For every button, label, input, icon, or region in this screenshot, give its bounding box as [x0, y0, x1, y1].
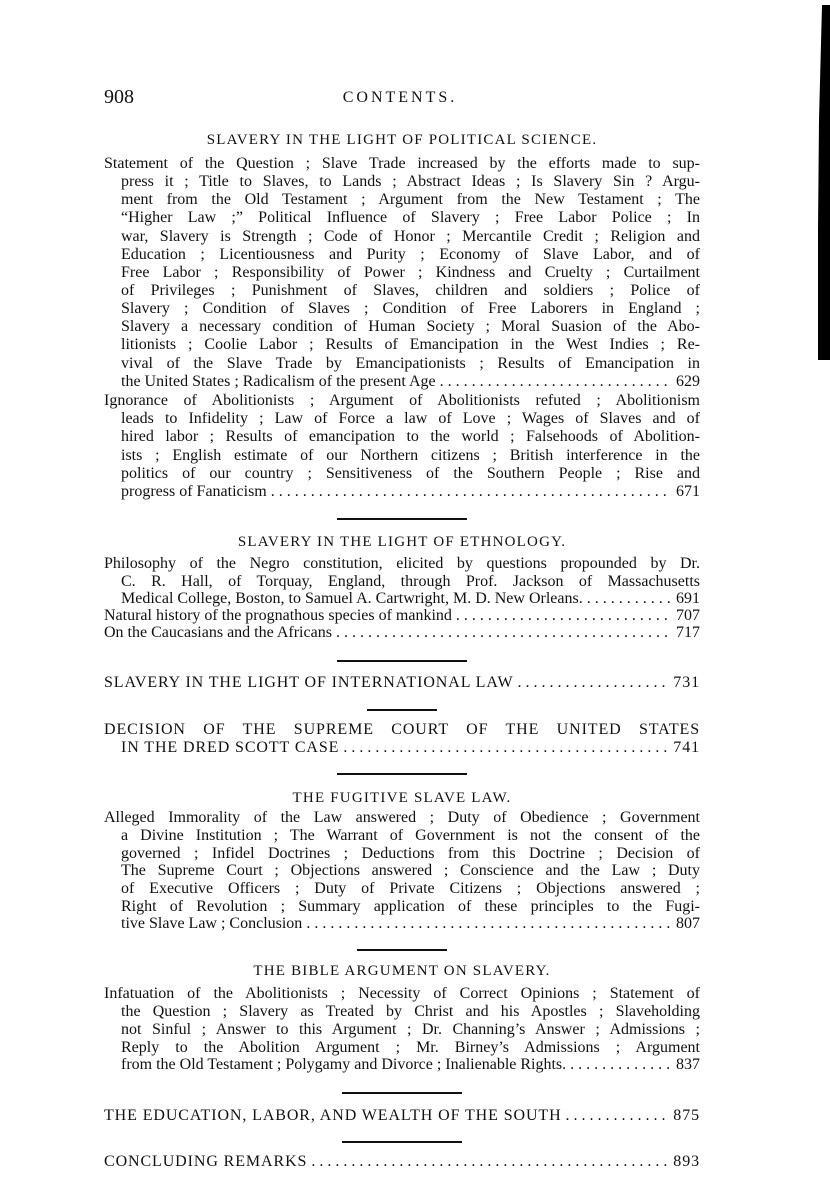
- page-reference[interactable]: 707: [676, 607, 700, 625]
- running-title: CONTENTS.: [342, 89, 458, 106]
- dot-leader: [306, 915, 672, 933]
- section-title: SLAVERY IN THE LIGHT OF POLITICAL SCIENCE.: [206, 132, 598, 148]
- toc-entry-line: Statement of the Question ; Slave Trade increased by the efforts made to sup-: [104, 154, 700, 172]
- toc-entry-line: ists ; English estimate of our Northern citizens ; British interference in the: [121, 446, 700, 464]
- entry-text: Medical College, Boston, to Samuel A. Cartwright, M. D. New Orleans.: [121, 589, 583, 607]
- toc-entry-line: litionists ; Coolie Labor ; Results of Emancipation in the West Indies ; Re-: [121, 336, 700, 354]
- dot-leader: [456, 607, 672, 624]
- entry-text: SLAVERY IN THE LIGHT OF INTERNATIONAL LAW: [104, 674, 514, 691]
- toc-entry-line: press it ; Title to Slaves, to Lands ; Abstract Ideas ; Is Slavery Sin ? Argu-: [121, 173, 700, 191]
- toc-entry-last-line: [104, 624, 700, 641]
- dot-leader: [566, 1107, 670, 1125]
- entry-text: tive Slave Law ; Conclusion: [121, 915, 303, 933]
- page-reference[interactable]: 671: [676, 482, 700, 500]
- entry-text: progress of Fanaticism: [121, 482, 267, 500]
- section-divider: [342, 1092, 462, 1094]
- toc-entry-last-line: [121, 373, 700, 391]
- dot-leader: [343, 739, 669, 757]
- section-divider: [337, 660, 467, 662]
- toc-entry-line: of Privileges ; Punishment of Slaves, children and soldiers ; Police of: [121, 281, 700, 299]
- dot-leader: [440, 373, 672, 391]
- toc-entry-last-line: [104, 607, 700, 624]
- toc-entry-last-line: [104, 1153, 700, 1171]
- dot-leader: [570, 1056, 672, 1074]
- entry-text: IN THE DRED SCOTT CASE: [121, 739, 340, 756]
- toc-entry-line: war, Slavery is Strength ; Code of Honor ; Mercantile Credit ; Religion and: [121, 227, 700, 245]
- toc-entry-line: C. R. Hall, of Torquay, England, through Prof. Jackson of Massachusetts: [121, 572, 700, 590]
- toc-entry-line: vival of the Slave Trade by Emancipationists ; Results of Emancipation in: [121, 354, 700, 372]
- page-number: 908: [104, 86, 134, 108]
- toc-entry-last-line: [121, 483, 700, 501]
- toc-entry-line: ment from the Old Testament ; Argument from the New Testament ; The: [121, 191, 700, 209]
- entry-text: CONCLUDING REMARKS: [104, 1153, 308, 1170]
- dot-leader: [336, 624, 672, 641]
- section-divider: [342, 1141, 462, 1143]
- toc-entry-last-line: [121, 915, 700, 933]
- page-reference[interactable]: 837: [676, 1056, 700, 1074]
- dot-leader: [518, 674, 670, 692]
- entry-text: On the Caucasians and the Africans: [104, 624, 332, 642]
- section-divider: [337, 518, 467, 520]
- toc-entry-line: Reply to the Abolition Argument ; Mr. Birney’s Admissions ; Argument: [121, 1038, 700, 1056]
- page-reference[interactable]: 691: [676, 589, 700, 607]
- toc-entry-line: Philosophy of the Negro constitution, elicited by questions propounded by Dr.: [104, 555, 700, 573]
- toc-entry-line: “Higher Law ;” Political Influence of Slavery ; Free Labor Police ; In: [121, 209, 700, 227]
- toc-entry-line: Ignorance of Abolitionists ; Argument of Abolitionists refuted ; Abolitionism: [104, 391, 700, 409]
- page-reference[interactable]: 731: [673, 674, 700, 691]
- entry-text: THE EDUCATION, LABOR, AND WEALTH OF THE SOUTH: [104, 1107, 562, 1124]
- dot-leader: [271, 483, 672, 501]
- toc-entry-last-line: [121, 1056, 700, 1074]
- section-divider: [337, 773, 467, 775]
- toc-entry-line: Education ; Licentiousness and Purity ; Economy of Slave Labor, and of: [121, 245, 700, 263]
- toc-entry-line: politics of our country ; Sensitiveness of the Southern People ; Rise and: [121, 464, 700, 482]
- dot-leader: [587, 590, 672, 607]
- section-divider: [357, 949, 447, 951]
- section-title: THE BIBLE ARGUMENT ON SLAVERY.: [253, 963, 551, 979]
- toc-entry-last-line: [104, 1107, 700, 1125]
- page-reference[interactable]: 807: [676, 915, 700, 933]
- toc-entry-line: The Supreme Court ; Objections answered ; Conscience and the Law ; Duty: [121, 862, 700, 880]
- entry-text: the United States ; Radicalism of the present Age: [121, 372, 436, 390]
- toc-entry-line: leads to Infidelity ; Law of Force a law of Love ; Wages of Slaves and of: [121, 410, 700, 428]
- toc-entry-last-line: [121, 739, 700, 757]
- toc-entry-line: not Sinful ; Answer to this Argument ; Dr. Channing’s Answer ; Admissions ;: [121, 1020, 700, 1038]
- toc-entry-line: Free Labor ; Responsibility of Power ; Kindness and Cruelty ; Curtailment: [121, 263, 700, 281]
- toc-entry-line: Alleged Immorality of the Law answered ; Duty of Obedience ; Government: [104, 809, 700, 827]
- toc-entry-line: the Question ; Slavery as Treated by Christ and his Apostles ; Slaveholding: [121, 1002, 700, 1020]
- section-title: SLAVERY IN THE LIGHT OF ETHNOLOGY.: [237, 534, 567, 550]
- page-reference[interactable]: 717: [676, 624, 700, 642]
- toc-entry-line: governed ; Infidel Doctrines ; Deductions from this Doctrine ; Decision of: [121, 844, 700, 862]
- section-divider: [367, 709, 437, 711]
- toc-entry-line: a Divine Institution ; The Warrant of Government is not the consent of the: [121, 826, 700, 844]
- page-reference[interactable]: 893: [673, 1153, 700, 1170]
- toc-entry-line: Infatuation of the Abolitionists ; Necessity of Correct Opinions ; Statement of: [104, 985, 700, 1003]
- toc-entry-line: of Executive Officers ; Duty of Private Citizens ; Objections answered ;: [121, 879, 700, 897]
- toc-entry-last-line: [121, 590, 700, 607]
- page-reference[interactable]: 875: [673, 1107, 700, 1124]
- toc-entry-line: Slavery a necessary condition of Human Society ; Moral Suasion of the Abo-: [121, 318, 700, 336]
- page-reference[interactable]: 741: [673, 739, 700, 756]
- toc-entry-line: DECISION OF THE SUPREME COURT OF THE UNITED STATES: [104, 721, 700, 738]
- section-title: THE FUGITIVE SLAVE LAW.: [292, 790, 512, 806]
- toc-entry-last-line: [104, 674, 700, 692]
- entry-text: Natural history of the prognathous species of mankind: [104, 607, 452, 625]
- toc-entry-line: hired labor ; Results of emancipation to the world ; Falsehoods of Abolition-: [121, 428, 700, 446]
- dot-leader: [311, 1153, 669, 1171]
- scan-edge-shadow: [816, 0, 830, 370]
- toc-entry-line: Right of Revolution ; Summary application of these principles to the Fugi-: [121, 897, 700, 915]
- page-reference[interactable]: 629: [676, 372, 700, 390]
- entry-text: from the Old Testament ; Polygamy and Divorce ; Inalienable Rights.: [121, 1056, 567, 1074]
- toc-entry-line: Slavery ; Condition of Slaves ; Condition of Free Laborers in England ;: [121, 300, 700, 318]
